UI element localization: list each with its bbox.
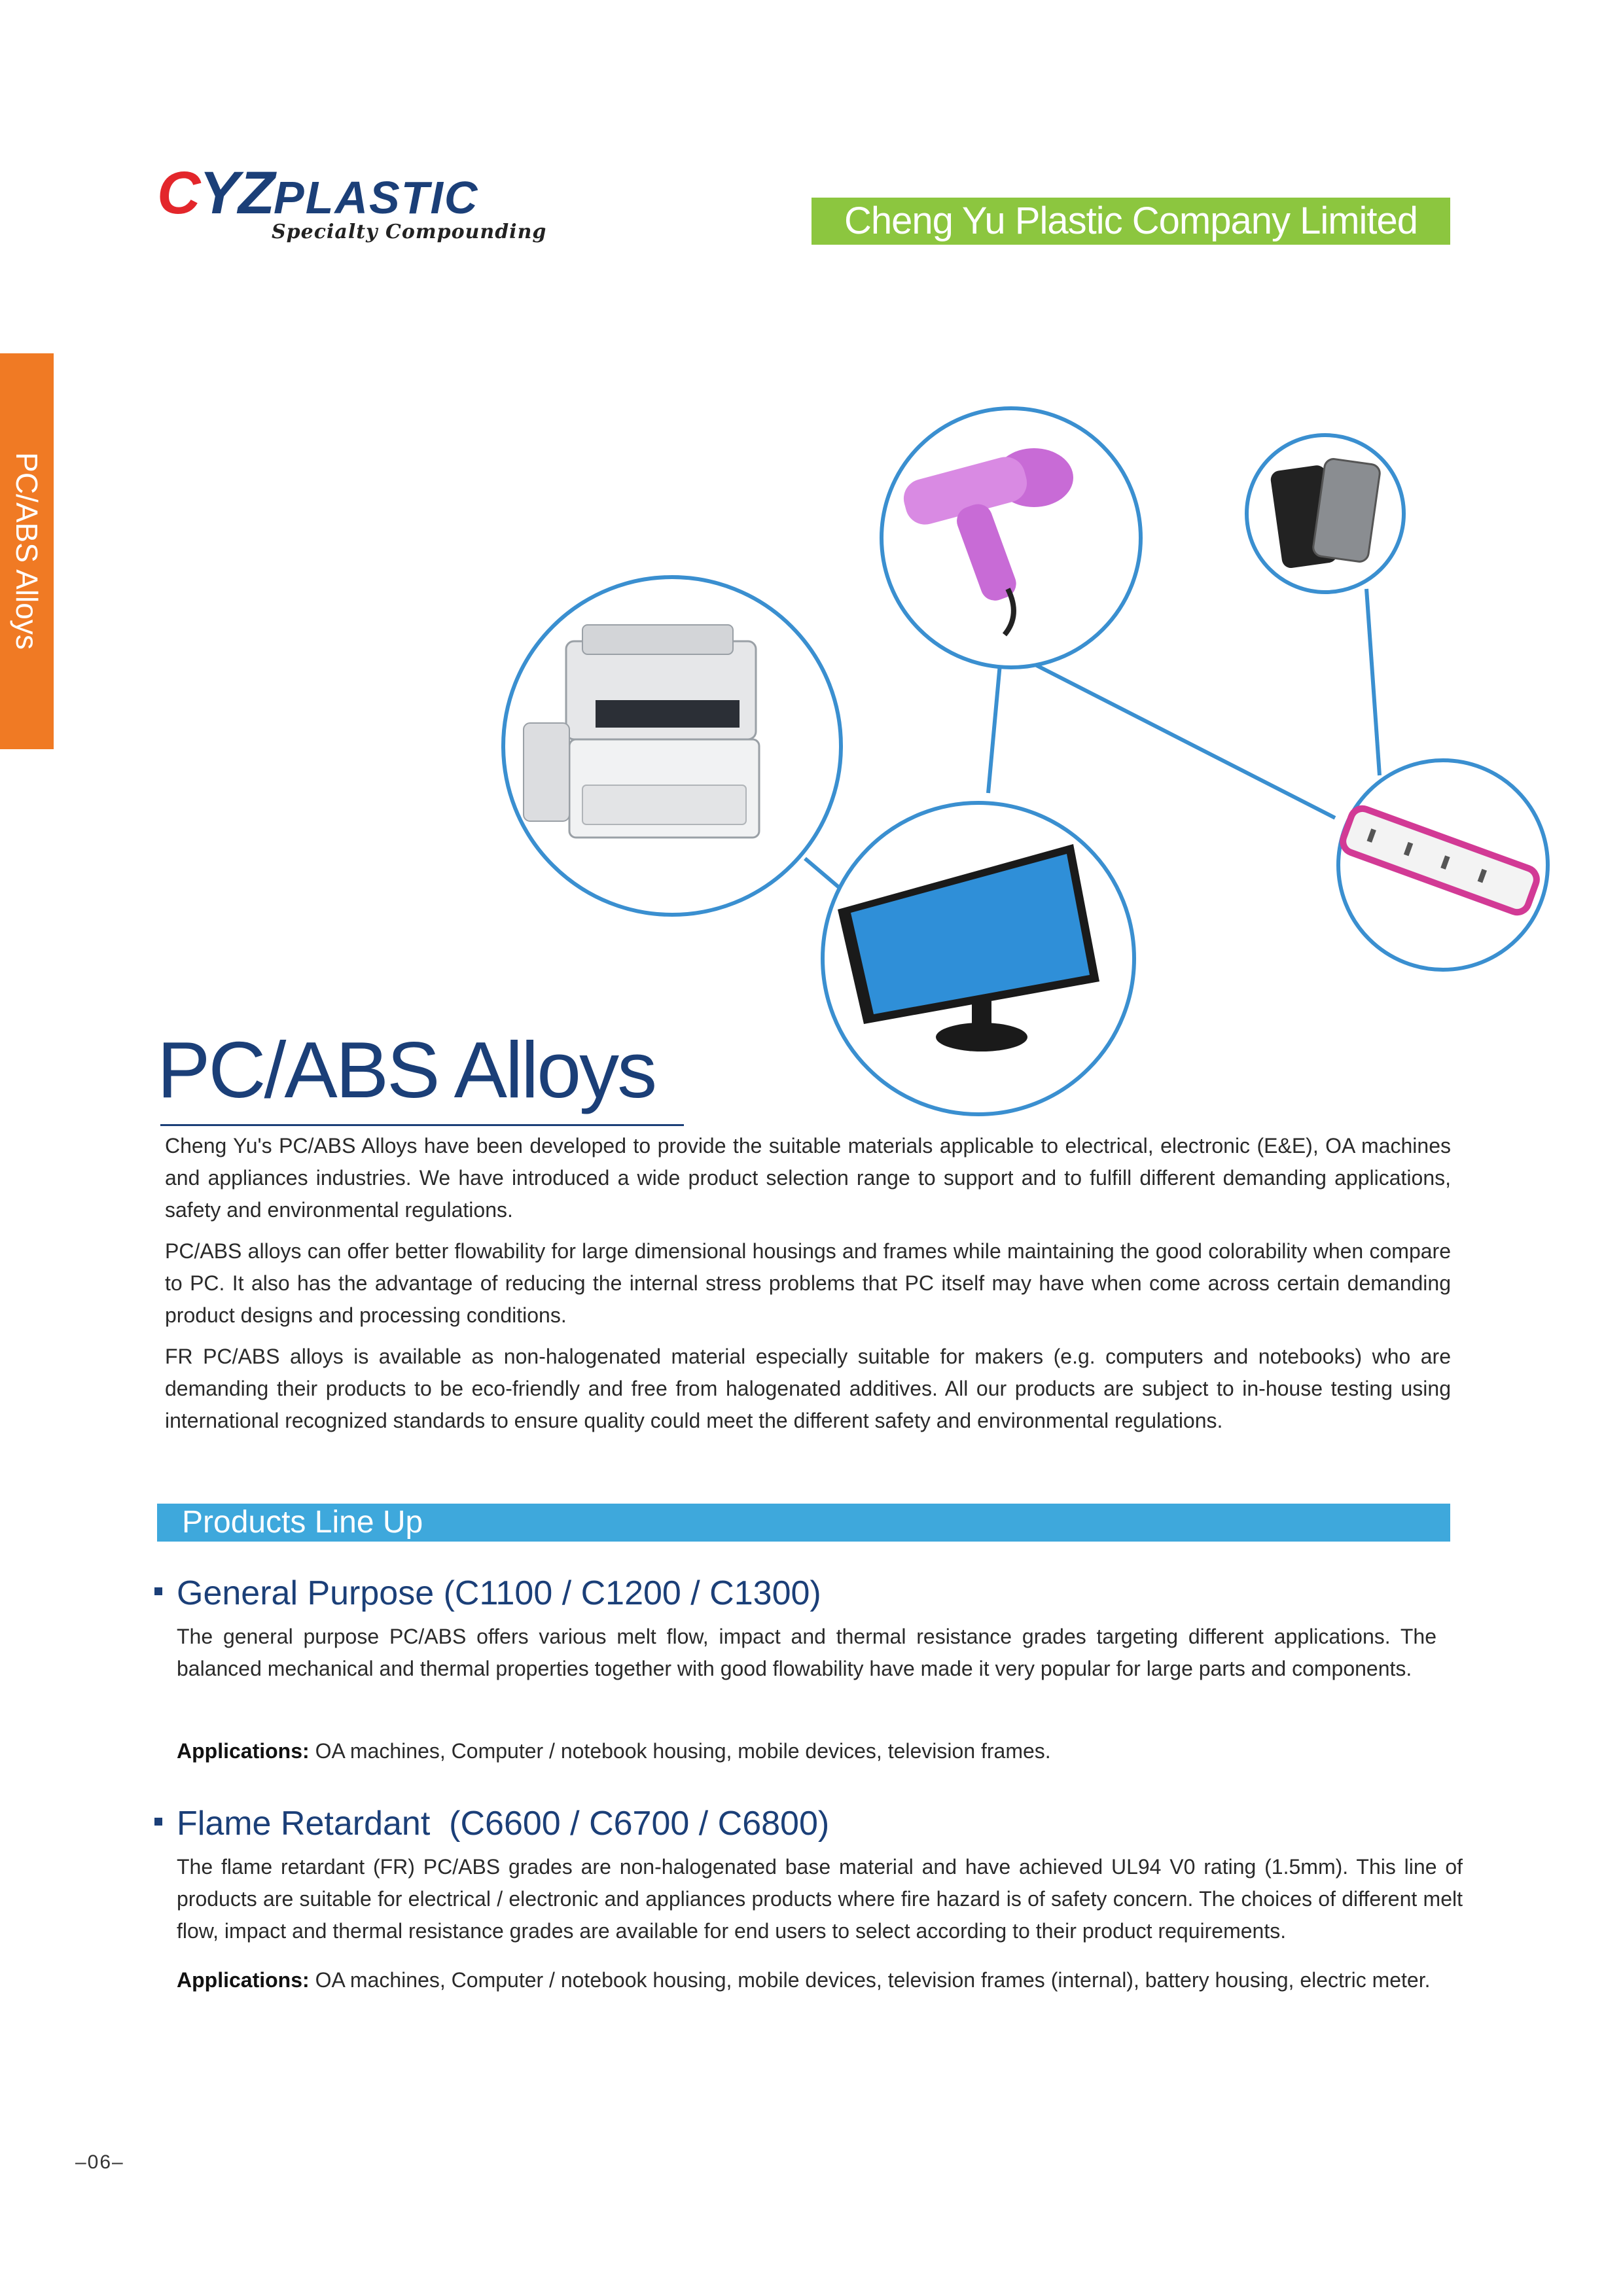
intro-paragraph-3: FR PC/ABS alloys is available as non-halogenated material especially suitable for makers (e.g. computers and notebooks) who are demanding their products to be eco-friendly and free from halogenated additives. All our products are subject to in-house testing using international recognized standards to ensure quality could meet the different safety and environmental regulations. <box>165 1345 1451 1432</box>
page-title: PC/ABS Alloys <box>157 1025 656 1114</box>
logo-wordmark <box>157 160 478 230</box>
page-number: –06– <box>75 2151 124 2173</box>
flame-retardant-applications <box>177 1964 1463 1996</box>
phone-housing-icon <box>1247 435 1404 592</box>
printer-icon <box>503 577 841 915</box>
logo-letter-c: C <box>157 160 200 226</box>
bullet-icon <box>154 1587 162 1595</box>
applications-label: Applications: <box>177 1739 310 1763</box>
products-line-up-bar: Products Line Up <box>157 1504 1450 1542</box>
product-network-graphic <box>484 393 1564 1119</box>
applications-label: Applications: <box>177 1968 310 1992</box>
side-tab-label: PC/ABS Alloys <box>10 452 44 650</box>
logo-letters-yz: YZ <box>199 160 274 226</box>
section-side-tab <box>0 353 54 749</box>
company-name-banner: Cheng Yu Plastic Company Limited <box>812 198 1450 245</box>
bullet-icon <box>154 1818 162 1826</box>
logo-plastic: PLASTIC <box>274 172 479 223</box>
hair-dryer-icon <box>882 408 1141 667</box>
general-purpose-applications <box>177 1735 1436 1767</box>
title-underline <box>160 1124 684 1126</box>
logo-tagline: Specialty Compounding <box>272 221 547 243</box>
flame-retardant-description: The flame retardant (FR) PC/ABS grades are non-halogenated base material and have achieved UL94 V0 rating (1.5mm). This line of products are suitable for electrical / electronic and appliances products where fire hazard is of safety concern. The choices of different melt flow, impact and thermal resistance grades are available for end users to select according to their product requirements. <box>177 1855 1463 1943</box>
general-purpose-description: The general purpose PC/ABS offers various melt flow, impact and thermal resistance grades targeting different applications. The balanced mechanical and thermal properties together with good flowability have made it very popular for large parts and components. <box>177 1625 1436 1680</box>
computer-monitor-icon <box>823 803 1134 1114</box>
product-illustration <box>484 393 1564 1119</box>
intro-paragraph-1: Cheng Yu's PC/ABS Alloys have been developed to provide the suitable materials applicable to electrical, electronic (E&E), OA machines and appliances industries. We have introduced a wide product selection range to support and to fulfill different demanding applications, safety and environmental regulations. <box>165 1134 1451 1222</box>
intro-paragraph-2: PC/ABS alloys can offer better flowability for large dimensional housings and frames while maintaining the good colorability when compare to PC. It also has the advantage of reducing the internal stress problems that PC itself may have when come across certain demanding product designs and processing conditions. <box>165 1239 1451 1327</box>
flame-retardant-heading <box>154 1803 829 1845</box>
general-purpose-heading <box>154 1572 821 1614</box>
applications-text: OA machines, Computer / notebook housing, mobile devices, television frames (internal), battery housing, electric meter. <box>309 1968 1431 1992</box>
general-purpose-heading-text: General Purpose (C1100 / C1200 / C1300) <box>177 1574 821 1612</box>
company-logo <box>157 160 563 252</box>
applications-text: OA machines, Computer / notebook housing, mobile devices, television frames. <box>309 1739 1051 1763</box>
flame-retardant-heading-text: Flame Retardant (C6600 / C6700 / C6800) <box>177 1805 830 1843</box>
power-strip-icon <box>1338 760 1548 970</box>
